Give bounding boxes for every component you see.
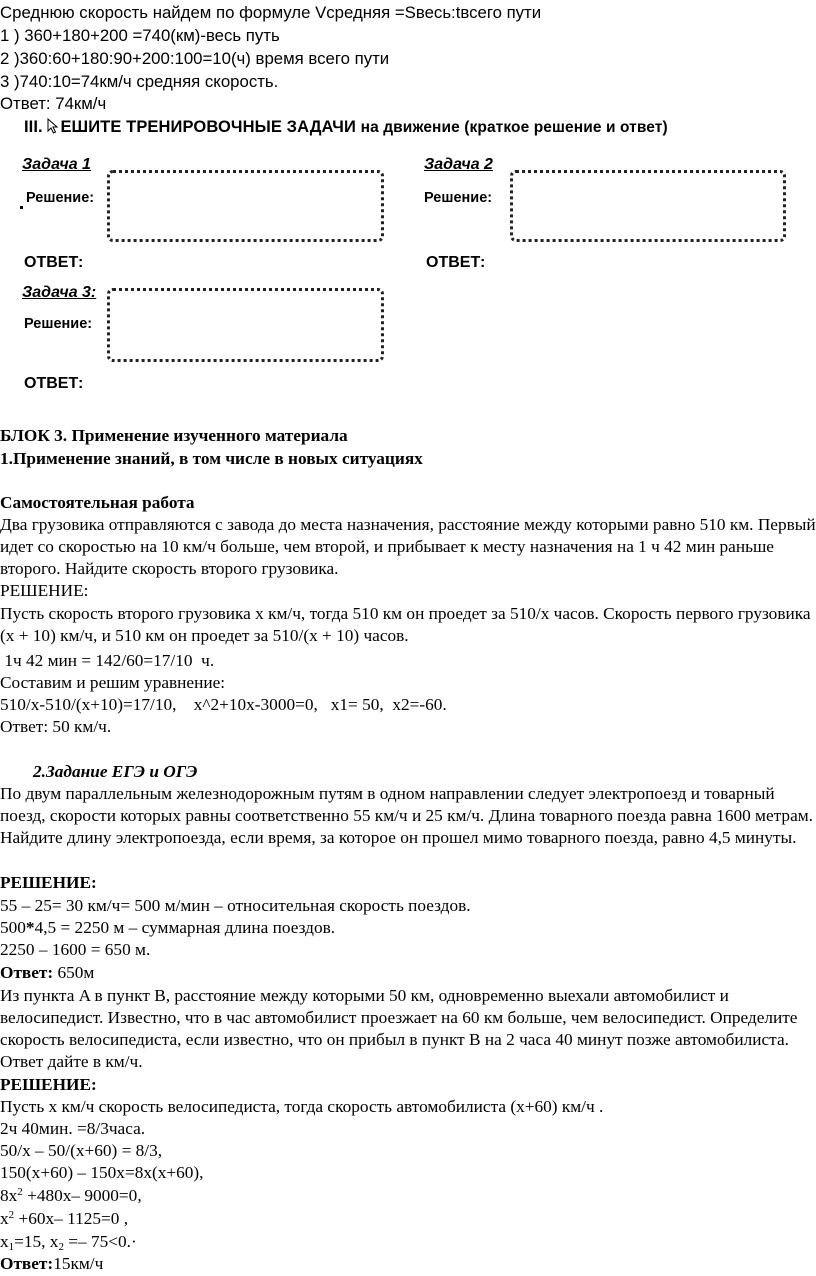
task-2-label: Задача 2 [424,156,493,173]
cyclist-line-7: $х_1=15$, $х_2 =- 75<0.\cdot$ [0,1232,137,1253]
selfwork-compose: Составим и решим уравнение: [0,673,226,692]
ege-solution-label: РЕШЕНИЕ: [0,873,97,892]
worksheet-image [0,110,816,405]
cyclist-line-4: 150(х+60) – 150х=8х(х+60), [0,1163,204,1182]
answer-3-label: ОТВЕТ: [24,375,84,392]
selfwork-equation: 510/x-510/(x+10)=17/10, x^2+10x-3000=0, x1= 50, x2=-60. [0,695,447,714]
cyclist-solution-label: РЕШЕНИЕ: [0,1075,97,1094]
selfwork-solution-text: Пусть скорость второго грузовика х км/ч, тогда 510 км он проедет за 510/х часов. Скорость первого грузовика (х + 10) км/ч, и 510 км он проедет за 510/(х + 10) часов. [0,604,811,645]
heading-tail: на движение (краткое решение и ответ) [360,119,668,136]
selfwork-time-conversion: 1ч 42 мин = 142/60=17/10 ч. [0,651,215,670]
solution-1-label: Решение: [26,190,95,206]
cyclist-line-5: $8х^2 +480х-$ 9000=0, [0,1186,142,1205]
ege-heading: 2.Задание ЕГЭ и ОГЭ [33,762,198,781]
ege-problem: По двум параллельным железнодорожным путям в одном направлении следует электропоезд и товарный поезд, скорости которых равны соответственно 55 км/ч и 25 км/ч. Длина товарного поезда равна 1600 метрам. Найдите длину электропоезда, если время, за которое он прошел мимо товарного поезда, равно 4,5 минуты. [0,784,813,847]
answer-1-label: ОТВЕТ: [24,254,84,271]
ege-line-3: 2250 – 1600 = 650 м. [0,940,151,959]
block3-subtitle: 1.Применение знаний, в том числе в новых ситуациях [0,449,423,468]
cyclist-answer: Ответ:15км/ч [0,1254,104,1273]
heading-roman: III. [24,118,43,136]
task-3-label: Задача 3: [22,284,97,301]
ege-answer: Ответ: 650м [0,963,95,982]
cyclist-line-6: $х^2 +60х-$ 1125=0 , [0,1209,129,1228]
cyclist-problem: Из пункта A в пункт B, расстояние между которыми 50 км, одновременно выехали автомобилист и велосипедист. Известно, что в час автомобилист проезжает на 60 км больше, чем велосипедист. Определите скорость велосипедиста, если известно, что он прибыл в пункт B на 2 часа 40 минут позже автомобилиста. Ответ дайте в км/ч. [0,986,798,1071]
selfwork-solution-label: РЕШЕНИЕ: [0,581,89,600]
intro-step-2: 2 )360:60+180:90+200:100=10(ч) время всего пути [0,49,390,68]
answer-box-3[interactable] [107,288,384,362]
answer-box-1[interactable] [107,170,384,242]
block3-title: БЛОК 3. Применение изученного материала [0,426,348,445]
intro-step-3: 3 )740:10=74км/ч средняя скорость. [0,72,279,91]
intro-answer: Ответ: 74км/ч [0,94,107,113]
answer-2-label: ОТВЕТ: [426,254,486,271]
heading-main: ЕШИТЕ ТРЕНИРОВОЧНЫЕ ЗАДАЧИ [60,118,356,136]
stray-mark [20,206,23,209]
cyclist-line-2: 2ч 40мин. =8/3часа. [0,1119,146,1138]
selfwork-problem: Два грузовика отправляются с завода до места назначения, расстояние между которыми равно 510 км. Первый идет со скоростью на 10 км/ч больше, чем второй, и прибывает к месту назначения на 1 ч 42 мин раньше второго. Найдите скорость второго грузовика. [0,515,816,578]
solution-2-label: Решение: [424,190,493,206]
mouse-cursor-icon [47,118,59,134]
answer-box-2[interactable] [510,170,786,242]
task-1-label: Задача 1 [22,156,91,173]
intro-step-1: 1 ) 360+180+200 =740(км)-весь путь [0,26,280,45]
ege-line-1: 55 – 25= 30 км/ч= 500 м/мин – относительная скорость поездов. [0,896,471,915]
selfwork-heading: Самостоятельная работа [0,493,195,512]
intro-formula: Среднюю скорость найдем по формуле Vсредняя =Sвесь:tвсего пути [0,3,542,22]
cyclist-line-1: Пусть х км/ч скорость велосипедиста, тогда скорость автомобилиста (х+60) км/ч . [0,1097,604,1116]
worksheet-heading [24,118,668,137]
ege-line-2: 500*4,5 = 2250 м – суммарная длина поездов. [0,918,336,937]
selfwork-answer: Ответ: 50 км/ч. [0,717,112,736]
cyclist-line-3: 50/х – 50/(х+60) = 8/3, [0,1141,163,1160]
solution-3-label: Решение: [24,316,93,332]
